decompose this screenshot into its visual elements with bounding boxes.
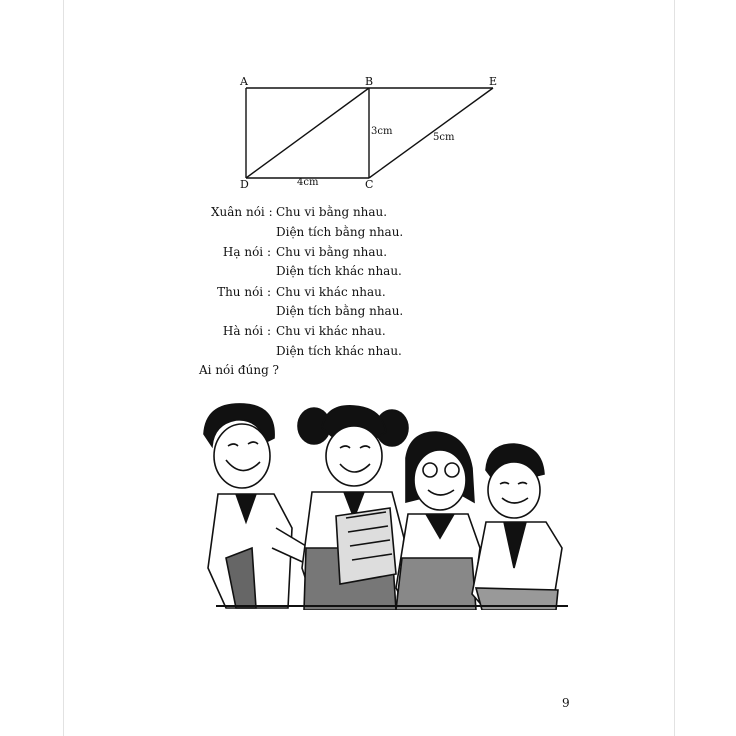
question-text: Ai nói đúng ? [199,363,279,377]
child-girl-glasses [396,432,480,610]
children-group-illustration [196,398,576,610]
dimension-ce-label: 5cm [433,132,455,143]
dimension-bc-label: 3cm [371,126,393,137]
area-claim: Diện tích bằng nhau. [276,304,404,318]
speaker-label: Hà nói : [222,324,271,338]
point-a-label: A [240,75,248,88]
perimeter-claim: Chu vi khác nhau. [276,324,386,338]
perimeter-claim: Chu vi bằng nhau. [276,205,388,219]
speaker-label: Thu nói : [217,285,271,299]
point-d-label: D [240,178,249,191]
speaker-label: Hạ nói : [222,245,271,259]
point-c-label: C [365,178,374,191]
perimeter-claim: Chu vi bằng nhau. [276,245,388,259]
page-number: 9 [562,696,570,710]
area-claim: Diện tích bằng nhau. [276,225,404,239]
notebook-illustration [336,508,396,584]
perimeter-claim: Chu vi khác nhau. [276,285,386,299]
child-boy-right [472,444,562,610]
area-claim: Diện tích khác nhau. [276,344,402,358]
speaker-label: Xuân nói : [211,205,273,219]
dimension-dc-label: 4cm [297,177,319,188]
area-claim: Diện tích khác nhau. [276,264,402,278]
point-e-label: E [489,75,498,88]
segment-db [246,88,369,178]
point-b-label: B [365,75,374,88]
geometry-figure [0,0,736,200]
